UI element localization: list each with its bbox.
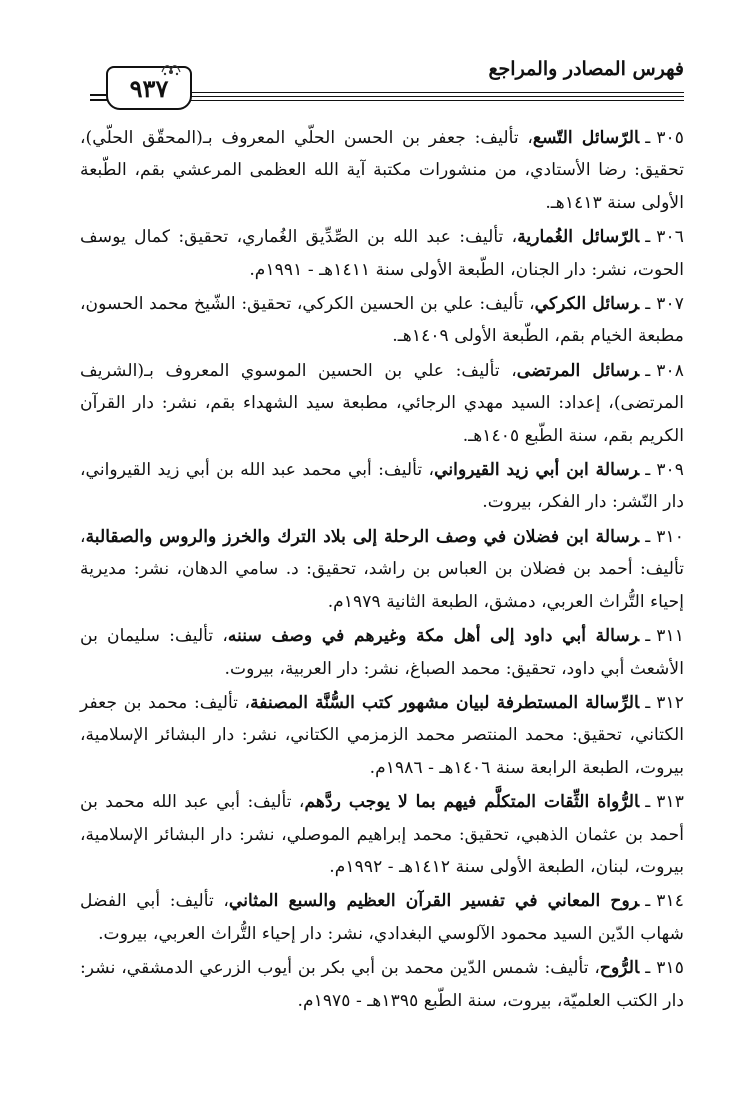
running-title: فهرس المصادر والمراجع xyxy=(488,58,684,80)
entry-title: الرّسائل التّسع xyxy=(532,128,640,148)
entry-title: الرُّوح xyxy=(599,958,640,979)
bibliography-entry: ٣١٢ـالرِّسالة المستطرفة لبيان مشهور كتب السُّنَّة المصنفة، تأليف: محمد بن جعفر الكتاني، تحقيق: محمد المنتصر محمد الزمزمي الكتاني، نشر: دار البشائر الإسلامية، بيروت، الطبعة الرابعة سنة ١٤٠٦هـ - ١٩٨٦م. xyxy=(80,692,684,778)
box-dash xyxy=(90,94,108,96)
bibliography-entry: ٣١٣ـالرُّواة الثِّقات المتكلَّم فيهم بما لا يوجب ردَّهم، تأليف: أبي عبد الله محمد بن أحمد بن عثمان الذهبي، تحقيق: محمد إبراهيم الموصلي، نشر: دار البشائر الإسلامية، بيروت، لبنان، الطبعة الأولى سنة ١٤١٢هـ - ١٩٩٢م. xyxy=(80,792,684,877)
entry-details: ، تأليف: شمس الدّين محمد بن أبي بكر بن أيوب الزرعي الدمشقي، نشر: دار الكتب العلميّة، بيروت، سنة الطّبع ١٣٩٥هـ - ١٩٧٥م. xyxy=(80,958,684,1011)
bibliography-entry: ٣١٠ـرسالة ابن فضلان في وصف الرحلة إلى بلاد الترك والخرز والروس والصقالبة، تأليف: أحمد بن فضلان بن العباس بن راشد، تحقيق: د. سامي الدهان، نشر: مديرية إحياء التُّراث العربي، دمشق، الطبعة الثانية ١٩٧٩م. xyxy=(80,526,684,612)
entry-details: ، تأليف: جعفر بن الحسن الحلّي المعروف بـ(المحقّق الحلّي)، تحقيق: رضا الأستادي، من منشورات مكتبة آية الله العظمى المرعشي بقم، الطّبعة الأولى سنة ١٤١٣هـ. xyxy=(80,128,684,213)
bibliography-entry: ٣٠٩ـرسالة ابن أبي زيد القيرواني، تأليف: أبي محمد عبد الله بن أبي زيد القيرواني، دار النّشر: دار الفكر، بيروت. xyxy=(80,460,685,513)
entry-title: الرُّواة الثِّقات المتكلَّم فيهم بما لا يوجب ردَّهم xyxy=(304,792,640,813)
entry-title: رسائل المرتضى xyxy=(516,360,640,381)
bibliography-entry: ٣٠٥ـالرّسائل التّسع، تأليف: جعفر بن الحسن الحلّي المعروف بـ(المحقّق الحلّي)، تحقيق: رضا الأستادي، من منشورات مكتبة آية الله العظمى المرعشي بقم، الطّبعة الأولى سنة ١٤١٣هـ. xyxy=(80,128,685,213)
entry-number: ٣١١ xyxy=(656,626,684,647)
page-number-box xyxy=(106,66,192,110)
entry-title: رسالة أبي داود إلى أهل مكة وغيرهم في وصف سننه xyxy=(227,626,640,647)
entry-number: ٣١٤ xyxy=(656,891,684,912)
entry-details: ، تأليف: أبي الفضل شهاب الدّين السيد محمود الآلوسي البغدادي، نشر: دار إحياء التُّراث العربي، بيروت. xyxy=(80,891,684,944)
entry-number: ٣١٢ xyxy=(656,692,684,713)
bibliography-entry: ٣٠٨ـرسائل المرتضى، تأليف: علي بن الحسين الموسوي المعروف بـ(الشريف المرتضى)، إعداد: السيد مهدي الرجائي، مطبعة سيد الشهداء بقم، نشر: دار القرآن الكريم بقم، سنة الطّبع ١٤٠٥هـ. xyxy=(80,360,684,446)
header-rule xyxy=(190,92,684,93)
entry-details: ، تأليف: علي بن الحسين الكركي، تحقيق: الشّيخ محمد الحسون، مطبعة الخيام بقم، الطّبعة الأولى ١٤٠٩هـ. xyxy=(80,294,684,347)
entry-details: ، تأليف: علي بن الحسين الموسوي المعروف بـ(الشريف المرتضى)، إعداد: السيد مهدي الرجائي، مطبعة سيد الشهداء بقم، نشر: دار القرآن الكريم بقم، سنة الطّبع ١٤٠٥هـ. xyxy=(80,360,684,446)
entry-details: ، تأليف: أحمد بن فضلان بن العباس بن راشد، تحقيق: د. سامي الدهان، نشر: مديرية إحياء التُّراث العربي، دمشق، الطبعة الثانية ١٩٧٩م. xyxy=(80,526,684,612)
entry-title: رسالة ابن فضلان في وصف الرحلة إلى بلاد الترك والخرز والروس والصقالبة xyxy=(85,526,640,547)
bibliography-entry: ٣١١ـرسالة أبي داود إلى أهل مكة وغيرهم في وصف سننه، تأليف: سليمان بن الأشعث أبي داود، تحقيق: محمد الصباغ، نشر: دار العربية، بيروت. xyxy=(80,626,684,679)
bibliography-list xyxy=(80,122,684,1017)
entry-details: ، تأليف: سليمان بن الأشعث أبي داود، تحقيق: محمد الصباغ، نشر: دار العربية، بيروت. xyxy=(80,626,684,679)
bibliography-entry: ٣٠٧ـرسائل الكركي، تأليف: علي بن الحسين الكركي، تحقيق: الشّيخ محمد الحسون، مطبعة الخيام بقم، الطّبعة الأولى ١٤٠٩هـ. xyxy=(80,294,684,347)
header-rule xyxy=(190,96,684,97)
entry-details: ، تأليف: أبي محمد عبد الله بن أبي زيد القيرواني، دار النّشر: دار الفكر، بيروت. xyxy=(80,460,684,513)
page-header xyxy=(86,58,684,110)
entry-number: ٣١٠ xyxy=(656,526,684,547)
entry-title: الرِّسالة المستطرفة لبيان مشهور كتب السُّنَّة المصنفة xyxy=(250,692,640,713)
entry-number: ٣٠٨ xyxy=(656,360,684,381)
box-dash xyxy=(90,99,108,101)
entry-number: ٣٠٧ xyxy=(656,294,684,315)
entry-number: ٣١٣ xyxy=(656,792,684,813)
entry-number: ٣٠٦ xyxy=(656,227,684,248)
entry-number: ٣٠٩ xyxy=(656,460,685,481)
page-number: ٩٣٧ xyxy=(129,74,169,103)
header-rule xyxy=(190,100,684,101)
entry-title: رسائل الكركي xyxy=(534,294,640,315)
bibliography-entry: ٣١٤ـروح المعاني في تفسير القرآن العظيم والسبع المثاني، تأليف: أبي الفضل شهاب الدّين السيد محمود الآلوسي البغدادي، نشر: دار إحياء التُّراث العربي، بيروت. xyxy=(80,891,684,944)
entry-title: الرّسائل الغُمارية xyxy=(517,227,640,248)
entry-details: ، تأليف: عبد الله بن الصِّدِّيق الغُماري، تحقيق: كمال يوسف الحوت، نشر: دار الجنان، الطّبعة الأولى سنة ١٤١١هـ - ١٩٩١م. xyxy=(80,227,684,280)
entry-title: رسالة ابن أبي زيد القيرواني xyxy=(434,460,640,481)
entry-details: ، تأليف: أبي عبد الله محمد بن أحمد بن عثمان الذهبي، تحقيق: محمد إبراهيم الموصلي، نشر: دار البشائر الإسلامية، بيروت، لبنان، الطبعة الأولى سنة ١٤١٢هـ - ١٩٩٢م. xyxy=(80,792,684,877)
entry-details: ، تأليف: محمد بن جعفر الكتاني، تحقيق: محمد المنتصر محمد الزمزمي الكتاني، نشر: دار البشائر الإسلامية، بيروت، الطبعة الرابعة سنة ١٤٠٦هـ - ١٩٨٦م. xyxy=(80,692,684,778)
entry-number: ٣١٥ xyxy=(656,958,684,979)
bibliography-entry: ٣٠٦ـالرّسائل الغُمارية، تأليف: عبد الله بن الصِّدِّيق الغُماري، تحقيق: كمال يوسف الحوت، نشر: دار الجنان، الطّبعة الأولى سنة ١٤١١هـ - ١٩٩١م. xyxy=(80,227,684,280)
bibliography-entry: ٣١٥ـالرُّوح، تأليف: شمس الدّين محمد بن أبي بكر بن أيوب الزرعي الدمشقي، نشر: دار الكتب العلميّة، بيروت، سنة الطّبع ١٣٩٥هـ - ١٩٧٥م. xyxy=(80,958,684,1011)
entry-number: ٣٠٥ xyxy=(656,128,685,148)
entry-title: روح المعاني في تفسير القرآن العظيم والسبع المثاني xyxy=(228,891,640,912)
